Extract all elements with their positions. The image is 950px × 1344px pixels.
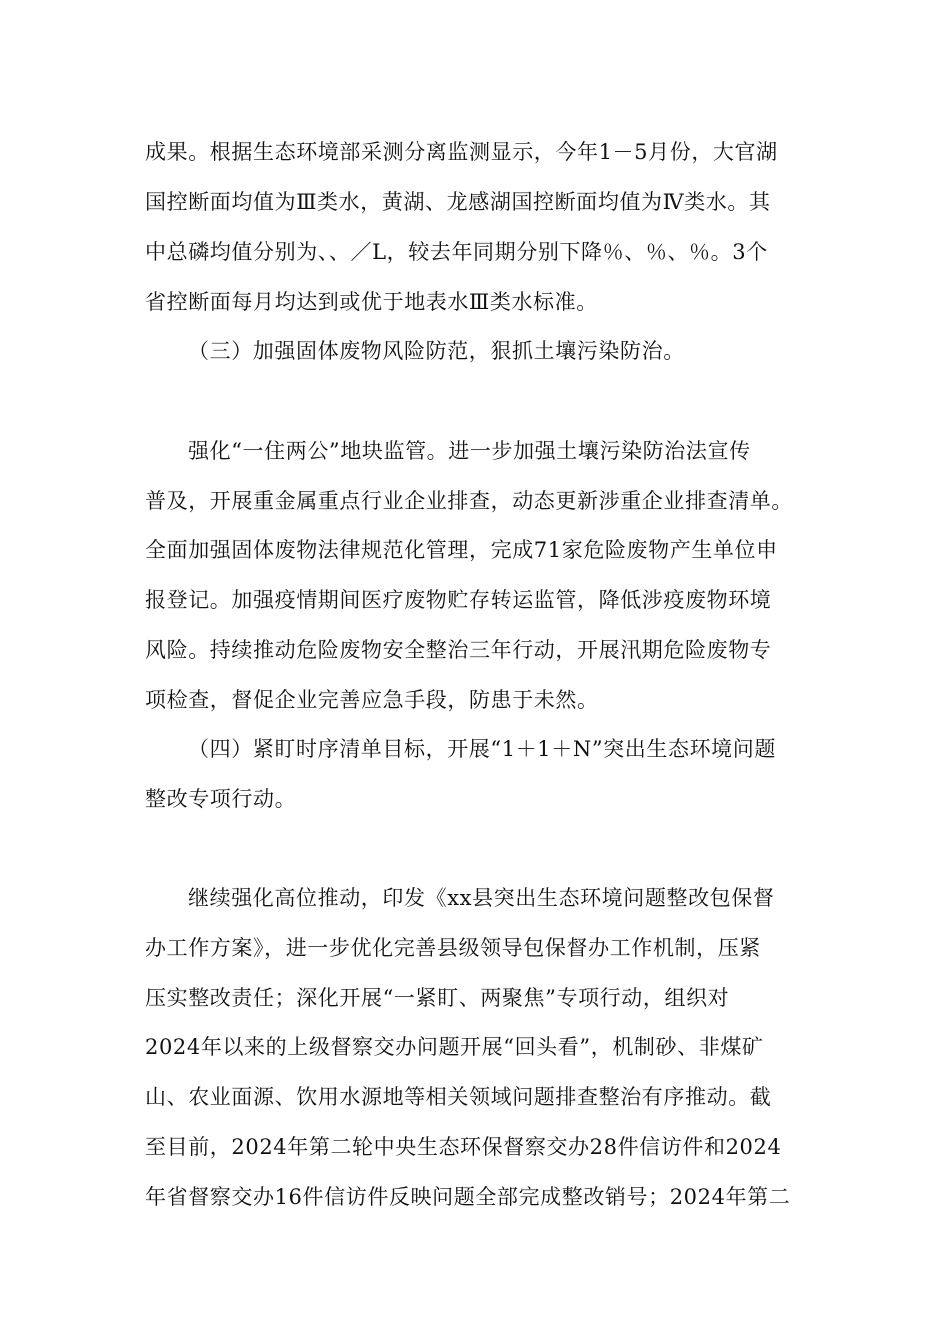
- text-line: 办工作方案》，进一步优化完善县级领导包保督办工作机制，压紧: [145, 936, 761, 960]
- text-line: 项检查，督促企业完善应急手段，防患于未然。: [145, 688, 599, 712]
- text-line: 风险。持续推动危险废物安全整治三年行动，开展汛期危险废物专: [145, 638, 772, 662]
- text-line: 年省督察交办16件信访件反映问题全部完成整改销号；2024年第二: [145, 1185, 791, 1209]
- text-line: 至目前，2024年第二轮中央生态环保督察交办28件信访件和2024: [145, 1135, 782, 1159]
- text-line: 国控断面均值为Ⅲ类水，黄湖、龙感湖国控断面均值为Ⅳ类水。其: [145, 190, 771, 214]
- section-heading-continued: 整改专项行动。: [145, 787, 297, 811]
- text-line: 全面加强固体废物法律规范化管理，完成71家危险废物产生单位申: [145, 538, 778, 562]
- text-line: 中总磷均值分别为、、／L，较去年同期分别下降％、％、％。3个: [145, 240, 768, 264]
- text-line: 压实整改责任；深化开展“一紧盯、两聚焦”专项行动，组织对: [145, 986, 730, 1010]
- text-line: 成果。根据生态环境部采测分离监测显示，今年1－5月份，大官湖: [145, 140, 778, 164]
- text-line: 报登记。加强疫情期间医疗废物贮存转运监管，降低涉疫废物环境: [145, 588, 772, 612]
- paragraph-first-line: 强化“一住两公”地块监管。进一步加强土壤污染防治法宣传: [188, 439, 751, 463]
- text-line: 山、农业面源、饮用水源地等相关领域问题排查整治有序推动。截: [145, 1085, 772, 1109]
- text-line: 普及，开展重金属重点行业企业排查，动态更新涉重企业排查清单。: [145, 489, 793, 513]
- text-line: 2024年以来的上级督察交办问题开展“回头看”，机制砂、非煤矿: [145, 1035, 764, 1059]
- paragraph-first-line: 继续强化高位推动，印发《xx县突出生态环境问题整改包保督: [188, 886, 775, 910]
- section-heading: （三）加强固体废物风险防范，狠抓土壤污染防治。: [188, 339, 685, 363]
- section-heading: （四）紧盯时序清单目标，开展“1＋1＋N”突出生态环境问题: [188, 737, 776, 761]
- text-line: 省控断面每月均达到或优于地表水Ⅲ类水标准。: [145, 290, 598, 314]
